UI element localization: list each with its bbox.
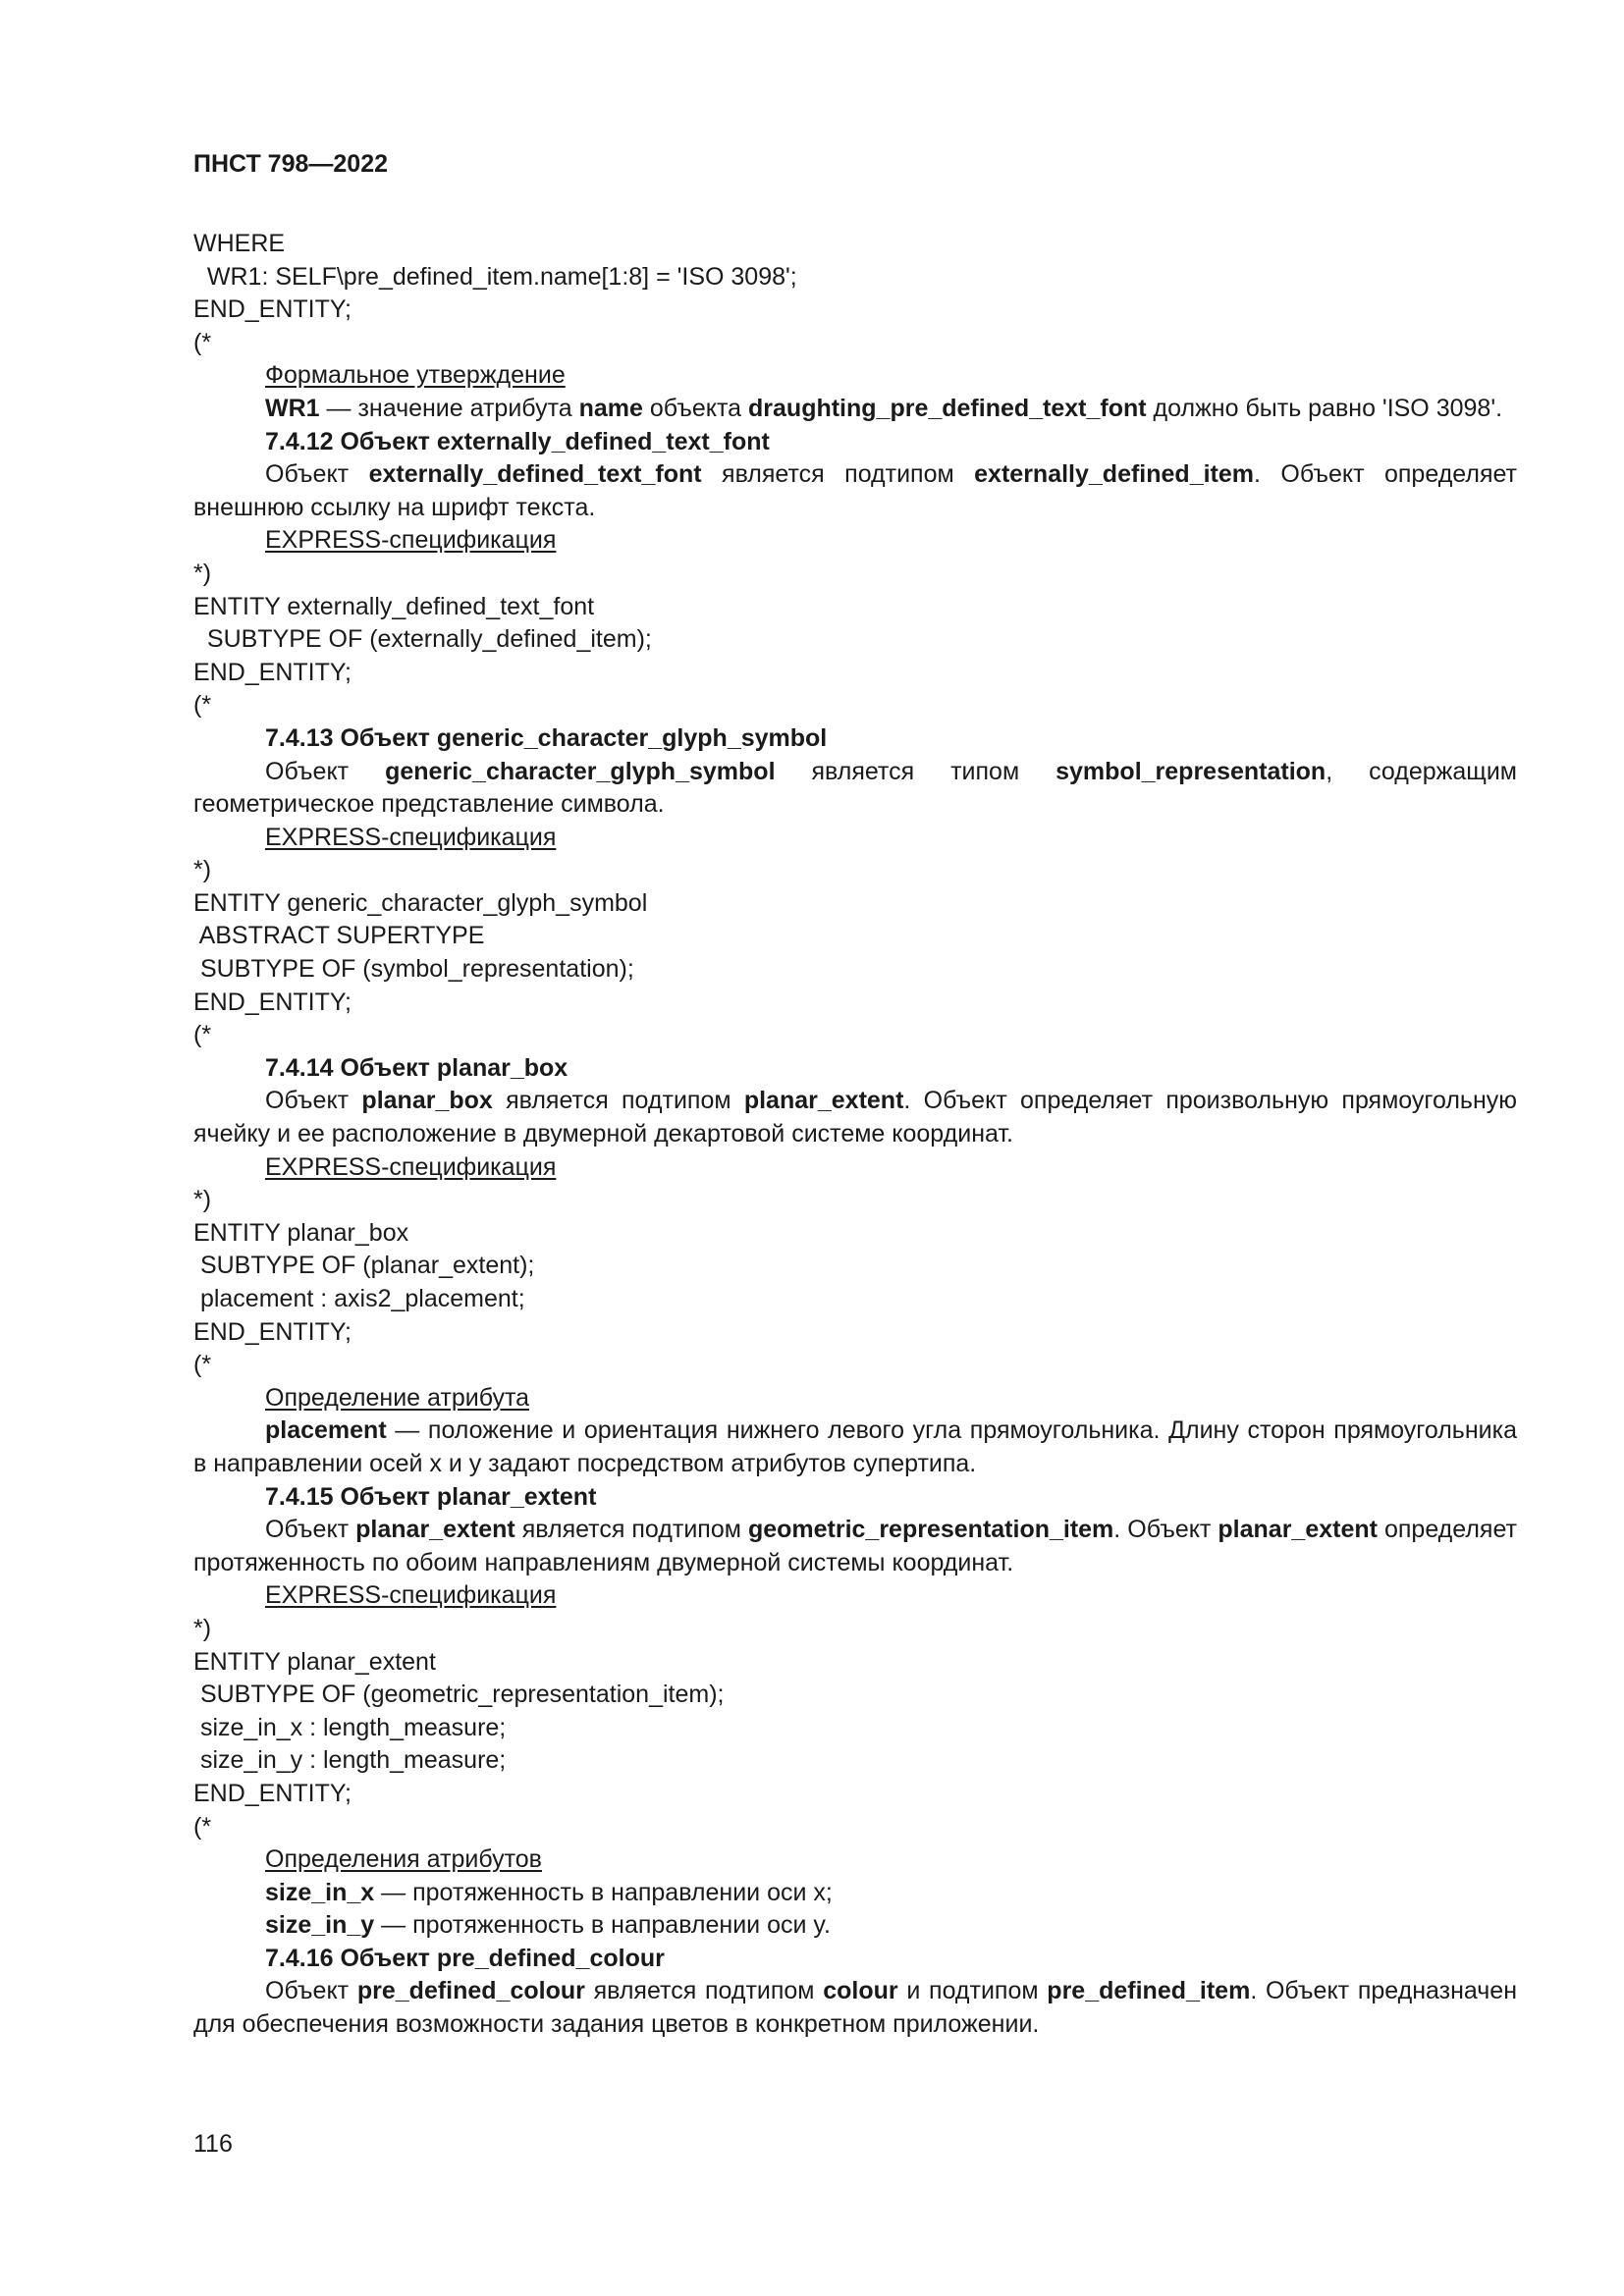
attribute-definition-label: Определение атрибута <box>265 1383 530 1412</box>
text-run: определяет протяженность по обоим направлениям двумерной системы координат. <box>193 1516 1517 1576</box>
code-line: ENTITY planar_box <box>193 1218 409 1247</box>
entity-name: pre_defined_item <box>1047 1977 1251 2005</box>
section-heading-7-4-14: 7.4.14 Объект planar_box <box>265 1053 568 1082</box>
attribute-definitions-label: Определения атрибутов <box>265 1845 542 1874</box>
attribute-definition <box>193 1877 1517 1910</box>
document-body <box>193 228 1517 2042</box>
text-run: должно быть равно 'ISO 3098'. <box>1146 394 1503 422</box>
text-run: — протяженность в направлении оси y. <box>374 1911 831 1940</box>
text-run: Объект <box>265 757 386 785</box>
attribute-name: name <box>578 394 643 422</box>
section-paragraph <box>193 1975 1517 2041</box>
text-run: Объект <box>265 1087 362 1115</box>
section-heading-7-4-15: 7.4.15 Объект planar_extent <box>265 1482 597 1511</box>
code-line: SUBTYPE OF (geometric_representation_item); <box>193 1681 725 1709</box>
text-run: — положение и ориентация нижнего левого угла прямоугольника. Длину сторон прямоугольника в направлении осей x и y задают посредством атрибутов супертипа. <box>193 1416 1517 1477</box>
express-spec-label: EXPRESS-спецификация <box>265 526 557 555</box>
text-run: . Объект определяет внешнюю ссылку на шрифт текста. <box>193 460 1518 521</box>
entity-name: planar_box <box>361 1087 493 1115</box>
comment-open: (* <box>193 1812 212 1841</box>
code-line: END_ENTITY; <box>193 1779 352 1807</box>
section-paragraph <box>193 1085 1517 1150</box>
comment-open: (* <box>193 1021 212 1049</box>
entity-name: planar_extent <box>1218 1516 1378 1544</box>
code-line: WHERE <box>193 230 286 257</box>
attribute-name: size_in_x <box>265 1878 375 1906</box>
code-line: ENTITY externally_defined_text_font <box>193 592 595 620</box>
entity-name: planar_extent <box>743 1087 904 1115</box>
comment-close: *) <box>193 1614 212 1642</box>
comment-open: (* <box>193 691 212 720</box>
comment-open: (* <box>193 328 212 356</box>
comment-open: (* <box>193 1351 212 1379</box>
text-run: — протяженность в направлении оси x; <box>374 1878 833 1906</box>
code-line: SUBTYPE OF (symbol_representation); <box>193 955 634 984</box>
code-line: ABSTRACT SUPERTYPE <box>193 922 485 950</box>
express-spec-label: EXPRESS-спецификация <box>265 1581 557 1610</box>
text-run: и подтипом <box>897 1977 1048 2005</box>
section-paragraph <box>193 1514 1517 1579</box>
page-header: ПНСТ 798—2022 <box>193 150 388 178</box>
comment-close: *) <box>193 1186 212 1214</box>
section-heading-7-4-12: 7.4.12 Объект externally_defined_text_font <box>265 427 770 455</box>
code-line: END_ENTITY; <box>193 658 352 686</box>
text-run: является типом <box>775 757 1056 785</box>
text-run: . Объект предназначен для обеспечения возможности задания цветов в конкретном приложении. <box>193 1977 1518 2039</box>
code-line: WR1: SELF\pre_defined_item.name[1:8] = 'ISO 3098'; <box>193 262 797 291</box>
text-run: — значение атрибута <box>319 394 579 422</box>
code-line: END_ENTITY; <box>193 988 352 1016</box>
section-heading-7-4-13: 7.4.13 Объект generic_character_glyph_symbol <box>265 723 828 752</box>
entity-name: geometric_representation_item <box>747 1516 1114 1544</box>
text-run: является подтипом <box>584 1977 824 2005</box>
text-run: . Объект <box>1113 1516 1218 1544</box>
text-run: является подтипом <box>514 1516 748 1544</box>
entity-name: planar_extent <box>355 1516 515 1544</box>
entity-name: pre_defined_colour <box>356 1977 585 2005</box>
wr1-paragraph <box>193 393 1517 426</box>
code-line: ENTITY generic_character_glyph_symbol <box>193 888 648 917</box>
entity-name: generic_character_glyph_symbol <box>385 757 776 785</box>
attribute-name: placement <box>265 1416 387 1445</box>
code-line: size_in_y : length_measure; <box>193 1746 507 1775</box>
attribute-name: size_in_y <box>265 1911 375 1940</box>
entity-name: draughting_pre_defined_text_font <box>748 394 1147 422</box>
code-line: END_ENTITY; <box>193 295 352 324</box>
text-run: Объект <box>265 460 369 489</box>
express-spec-label: EXPRESS-спецификация <box>265 823 557 851</box>
section-paragraph <box>193 756 1517 822</box>
attribute-definition <box>193 1415 1517 1480</box>
entity-name: externally_defined_text_font <box>368 460 702 489</box>
text-run: . Объект определяет произвольную прямоугольную ячейку и ее расположение в двумерной декартовой системе координат. <box>193 1087 1518 1148</box>
text-run: Объект <box>265 1977 357 2005</box>
comment-close: *) <box>193 856 212 884</box>
code-line: SUBTYPE OF (planar_extent); <box>193 1252 535 1280</box>
text-run: является подтипом <box>701 460 975 489</box>
text-run: , содержащим геометрическое представление символа. <box>193 757 1517 819</box>
comment-close: *) <box>193 559 212 587</box>
express-spec-label: EXPRESS-спецификация <box>265 1152 557 1181</box>
code-line: END_ENTITY; <box>193 1317 352 1346</box>
code-line: SUBTYPE OF (externally_defined_item); <box>193 625 652 654</box>
section-paragraph <box>193 458 1517 524</box>
code-line: placement : axis2_placement; <box>193 1285 525 1312</box>
code-line: size_in_x : length_measure; <box>193 1713 507 1741</box>
code-line: ENTITY planar_extent <box>193 1647 436 1676</box>
attribute-definition <box>193 1909 1517 1943</box>
text-run: Объект <box>265 1516 356 1544</box>
page-number: 116 <box>193 2130 233 2158</box>
entity-name: externally_defined_item <box>974 460 1254 489</box>
entity-name: symbol_representation <box>1056 757 1326 785</box>
wr1-term: WR1 <box>265 394 320 422</box>
section-heading-7-4-16: 7.4.16 Объект pre_defined_colour <box>265 1944 665 1972</box>
formal-statement-label: Формальное утверждение <box>265 361 566 390</box>
text-run: объекта <box>642 394 749 422</box>
entity-name: colour <box>823 1977 898 2005</box>
text-run: является подтипом <box>492 1087 744 1115</box>
